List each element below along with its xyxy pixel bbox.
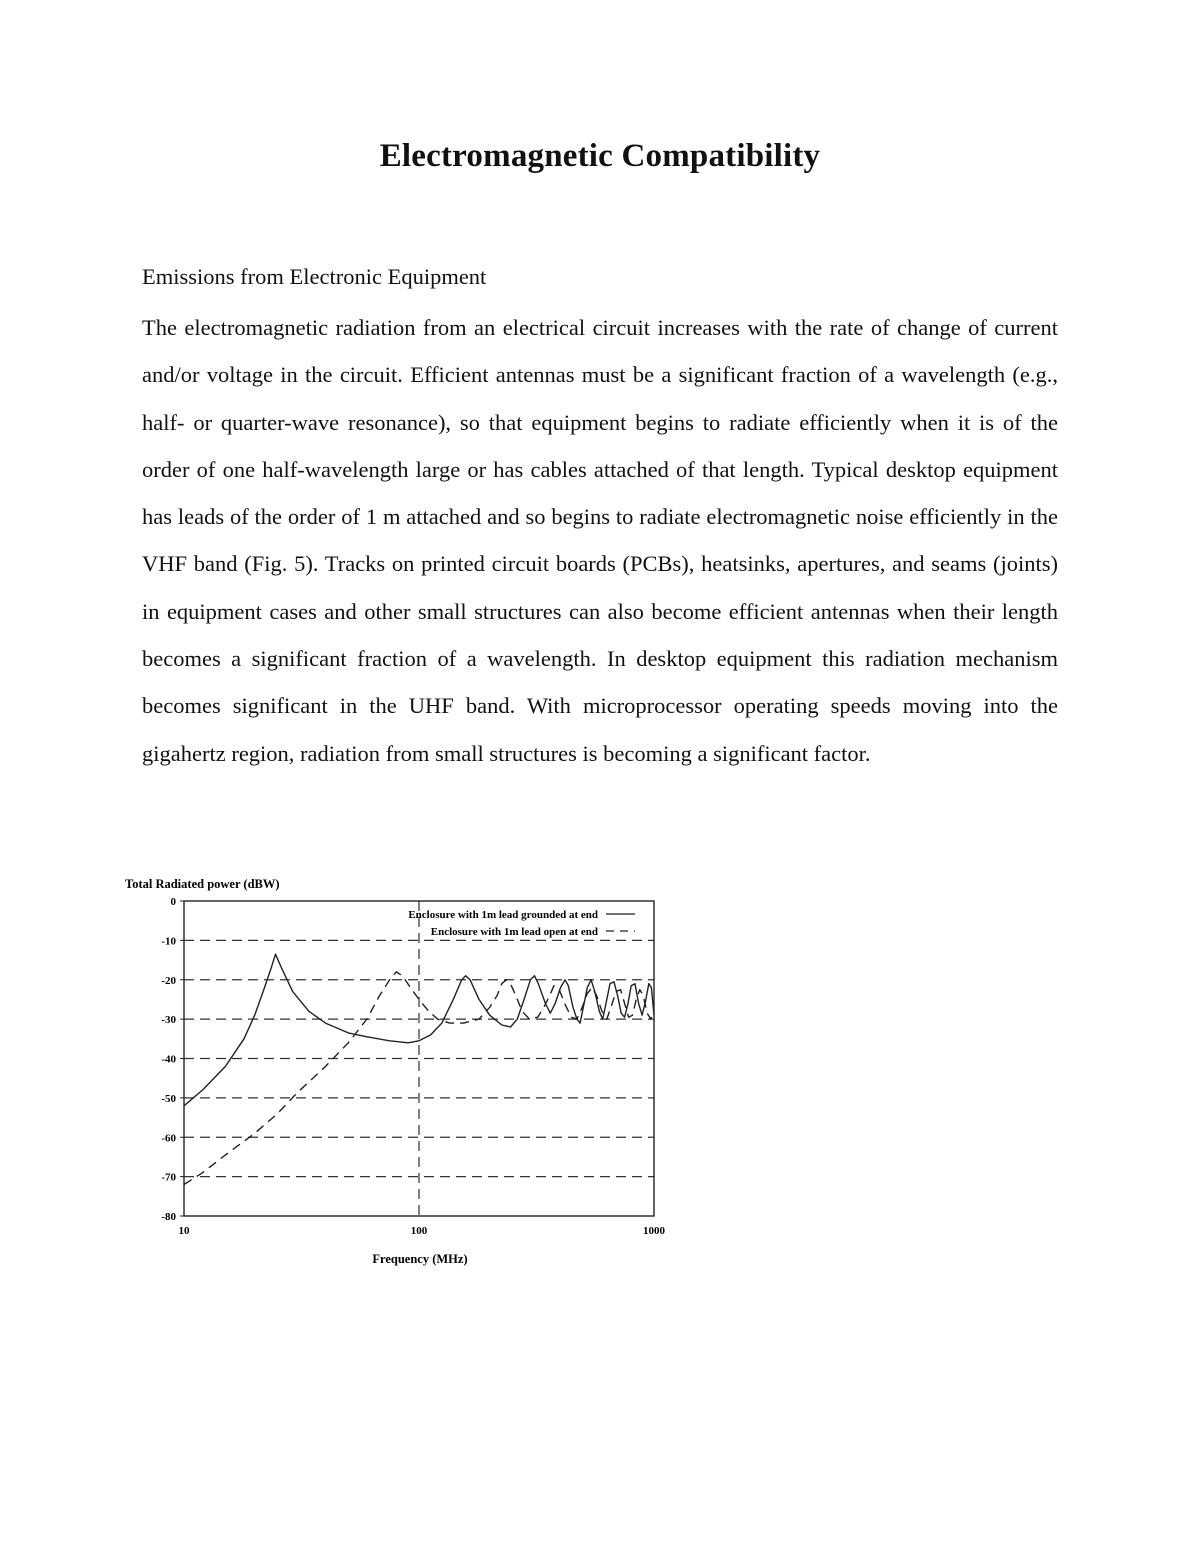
legend-label: Enclosure with 1m lead open at end xyxy=(430,926,598,938)
y-tick-label: -60 xyxy=(161,1132,176,1145)
radiated-power-chart xyxy=(125,868,685,1278)
y-tick-label: -20 xyxy=(161,974,176,987)
x-tick-label: 1000 xyxy=(643,1225,665,1237)
y-tick-label: 0 xyxy=(170,896,176,908)
document-title: Electromagnetic Compatibility xyxy=(379,138,821,174)
x-tick-label: 10 xyxy=(178,1225,190,1237)
y-tick-label: -10 xyxy=(161,935,176,948)
chart-title: Total Radiated power (dBW) xyxy=(125,877,280,891)
axis-ticks xyxy=(161,896,665,1237)
y-tick-label: -50 xyxy=(161,1092,176,1105)
y-tick-label: -30 xyxy=(161,1014,176,1027)
grid-lines xyxy=(184,901,654,1216)
section-heading: Emissions from Electronic Equipment xyxy=(142,264,487,289)
x-tick-label: 100 xyxy=(410,1225,428,1237)
x-axis-label: Frequency (MHz) xyxy=(372,1252,468,1266)
y-tick-label: -70 xyxy=(161,1171,176,1184)
y-tick-label: -80 xyxy=(161,1211,176,1223)
y-tick-label: -40 xyxy=(161,1053,176,1066)
body-paragraph: The electromagnetic radiation from an electrical circuit increases with the rate of change of current and/or voltage in the circuit. Efficient antennas must be a significant fraction of a wavelength (e.g., half- or quarter-wave resonance), so that equipment begins to radiate efficiently when it is of the order of one half-wavelength large or has cables attached of that length. Typical desktop equipment has leads of the order of 1 m attached and so begins to radiate electromagnetic noise efficiently in the VHF band (Fig. 5). Tracks on printed circuit boards (PCBs), heatsinks, apertures, and seams (joints) in equipment cases and other small structures can also become efficient antennas when their length becomes a significant fraction of a wavelength. In desktop equipment this radiation mechanism becomes significant in the UHF band. With microprocessor operating speeds moving into the gigahertz region, radiation from small structures is becoming a significant factor. xyxy=(142,315,1058,766)
legend-label: Enclosure with 1m lead grounded at end xyxy=(408,909,598,921)
legend xyxy=(408,909,635,938)
